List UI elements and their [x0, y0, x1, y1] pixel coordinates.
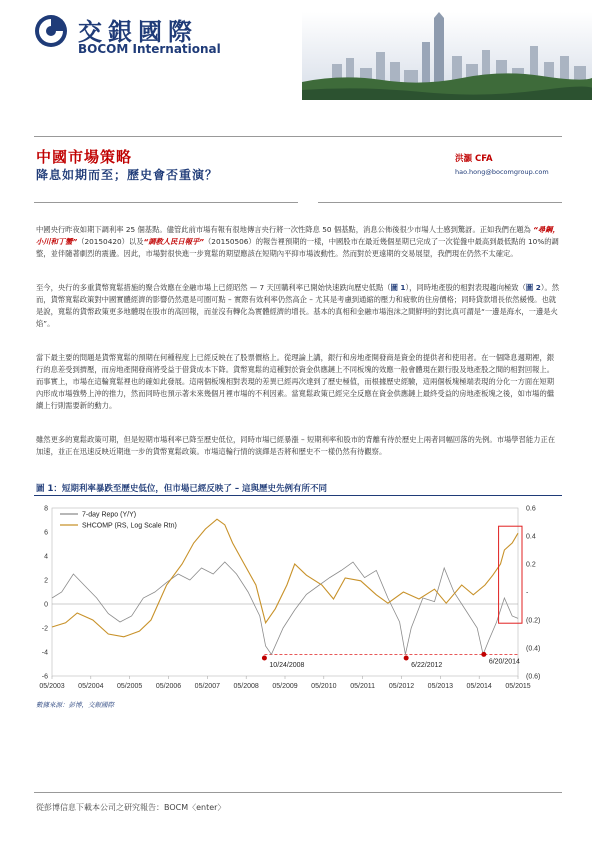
y-left-tick-label: 4: [44, 553, 48, 561]
y-right-tick-label: (0.6): [526, 673, 541, 681]
x-tick-label: 05/2009: [272, 683, 298, 690]
paragraph-text: 當下最主要的問題是貨幣寬鬆的預期在何種程度上已經反映在了股票價格上。從理論上講，銀行和房地產開發商是資金的提供者和使用者。在一個降息週期裡，銀行的息差受到擠壓，而房地產開發商將受益于借貸成本下降。貨幣寬鬆的這種對於資金供應鏈上不同板塊的效應一般會體現在銀行股及地產股之間的相對回報上。而事實上，市場在這輪寬鬆裡也的確如此發展。這兩個板塊相對表現的差異已經再次達到了歷史極值，而根據歷史經驗，這兩個板塊極端表現的分化一方面在短期內形成市場強勢上沖的推力，然而同時也預示著未來幾個月裡市場的不利因素。當寬鬆政策已經完全反應在資金供應鏈上最終受益的房地產板塊之後，如市場的繼續上行則需要新的動力。: [36, 353, 555, 410]
y-left-tick-label: -2: [41, 625, 48, 633]
skyline-image: [302, 12, 592, 100]
brand-name-en: BOCOM International: [78, 42, 221, 56]
x-tick-label: 05/2003: [39, 683, 65, 690]
plot-area: [52, 508, 518, 676]
legend-label: 7-day Repo (Y/Y): [82, 511, 137, 519]
header-rule: [34, 136, 562, 137]
highlight-box: [499, 526, 522, 623]
y-right-tick-label: 0.4: [526, 533, 536, 541]
paragraph-text: ）。然而，貨幣寬鬆政策對中國實體經濟的影響仍然還是可圈可點 – 實際有效利率仍然高企 – 尤其是考慮到通縮的壓力和疲軟的住房價格；同時貸款增長依然緩慢。也就是說，寬鬆的貨幣政策更多地體現在股市的高回報，而並沒有轉化為實體經濟的增長。基本的真相和金融市場泡沫之間鮮明的對比真可謂是“一邊是海水，一邊是火焰”。: [36, 283, 560, 328]
figure-title: 圖 1：短期利率暴跌至歷史低位，但市場已經反映了 – 這與歷史先例有所不同: [36, 484, 328, 494]
paragraph-4: [36, 434, 561, 458]
x-tick-label: 05/2004: [78, 683, 104, 690]
annotation-label: 6/20/2014: [488, 658, 520, 666]
repo-series-line: [52, 562, 518, 654]
repo-vs-shcomp-chart: [30, 498, 562, 694]
y-left-tick-label: 8: [44, 505, 48, 513]
footer-rule: [34, 792, 562, 793]
x-tick-label: 05/2005: [117, 683, 143, 690]
paragraph-text: 中國央行昨夜如期下調利率 25 個基點。儘管此前市場有報有很地傳言央行將一次性降息 50 個基點，消息公佈後很少市場人士感到驚訝。正如我們在題為: [36, 225, 534, 234]
y-left-tick-label: -6: [41, 673, 48, 681]
section-subtitle: 降息如期而至；歷史會否重演？: [36, 168, 219, 182]
x-tick-label: 05/2008: [233, 683, 259, 690]
x-tick-label: 05/2014: [466, 683, 492, 690]
annotation-label: 10/24/2008: [269, 662, 305, 669]
figure-source: 數據來源：彭博，交銀國際: [36, 701, 114, 709]
y-left-tick-label: -4: [41, 649, 48, 657]
y-right-tick-label: 0.6: [526, 505, 536, 513]
annotation-label: 6/22/2012: [411, 662, 443, 669]
paragraph-text: “尋鋼，小川和丁蟹”: [36, 225, 560, 246]
title-rule-right: [318, 202, 562, 203]
annotation-marker: [404, 656, 409, 661]
section-title: 中國市場策略: [36, 148, 133, 166]
x-tick-label: 05/2013: [427, 683, 453, 690]
author-email-link[interactable]: hao.hong@bocomgroup.com: [455, 168, 549, 176]
paragraph-2: [36, 282, 561, 330]
annotation-marker: [262, 656, 267, 661]
x-tick-label: 05/2006: [155, 683, 182, 690]
bocom-logo-icon: [34, 14, 68, 48]
paragraph-text: 雖然更多的寬鬆政策可期，但是短期市場利率已降至歷史低位，同時市場已經暴漲 – 短期利率和股市的背離有待於歷史上兩者同幅回落的先例。市場學習能力正在加速，並正在迅速反映近期進一步的貨幣寬鬆政策。市場這輪行情的演繹是否將和歷史不一樣仍然有待觀察。: [36, 435, 556, 456]
figure-rule: [34, 495, 562, 496]
footer-text: 從彭博信息下載本公司之研究報告：BOCM〈enter〉: [36, 803, 226, 812]
y-left-tick-label: 0: [44, 601, 48, 609]
brand-name-cn: 交銀國際: [78, 17, 198, 46]
paragraph-text: （20150420）以及: [77, 237, 144, 246]
paragraph-1: [36, 224, 561, 260]
author-name: 洪灝 CFA: [455, 154, 493, 164]
x-tick-label: 05/2015: [505, 683, 531, 690]
paragraph-text: ），同時地產股的相對表現趨向極致（: [405, 283, 526, 292]
y-right-tick-label: -: [526, 589, 529, 597]
x-tick-label: 05/2007: [194, 683, 220, 690]
y-right-tick-label: (0.2): [526, 617, 541, 625]
paragraph-text: “調教人民日報乎”: [143, 237, 204, 246]
title-rule-left: [34, 202, 298, 203]
paragraph-text: 至今，央行的多重貨幣寬鬆措施的聚合效應在金融市場上已經昭然 — 7 天回購利率已開始快速跌向歷史低點（: [36, 283, 391, 292]
figure-ref-link[interactable]: 圖 2: [525, 283, 541, 292]
x-tick-label: 05/2012: [388, 683, 415, 690]
annotation-marker: [481, 652, 486, 657]
paragraph-3: [36, 352, 561, 412]
y-left-tick-label: 6: [44, 529, 48, 537]
y-left-tick-label: 2: [44, 577, 48, 585]
figure-ref-link[interactable]: 圖 1: [390, 283, 406, 292]
y-right-tick-label: 0.2: [526, 561, 536, 569]
x-tick-label: 05/2011: [350, 683, 376, 690]
x-tick-label: 05/2010: [311, 683, 337, 690]
y-right-tick-label: (0.4): [526, 645, 541, 653]
paragraph-text: （20150506）的報告裡預期的一樣，中國股市在最近幾個星期已完成了一次從盤中最高到最低點的 10%的調整，並伴隨著劇烈的震盪。因此，市場對很快進一步寬鬆的期望應該在短期內平抑市場波動性。然而對於更遠期的交易展望，我們現在仍然不太確定。: [36, 237, 559, 258]
legend-label: SHCOMP (RS, Log Scale Rtn): [82, 522, 177, 530]
